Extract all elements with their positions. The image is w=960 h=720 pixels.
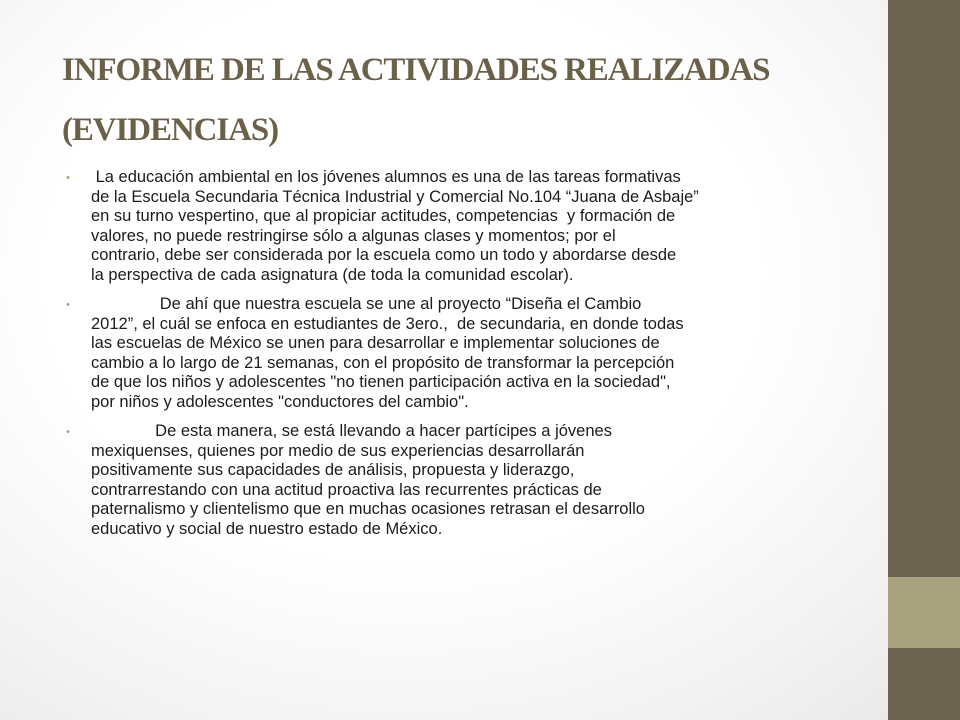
paragraph-line: 2012”, el cuál se enfoca en estudiantes de 3ero., de secundaria, en donde todas: [91, 314, 684, 333]
paragraph-line: la perspectiva de cada asignatura (de toda la comunidad escolar).: [91, 265, 574, 284]
paragraph-line: paternalismo y clientelismo que en muchas ocasiones retrasan el desarrollo: [91, 500, 645, 518]
paragraph-line: De esta manera, se está llevando a hacer partícipes a jóvenes: [91, 422, 612, 440]
slide-title-line: (EVIDENCIAS): [62, 112, 278, 148]
paragraph-line: contrario, debe ser considerada por la escuela como un todo y abordarse desde: [91, 246, 677, 264]
paragraph-line: contrarrestando con una actitud proactiva las recurrentes prácticas de: [91, 480, 602, 499]
side-band-bottom: [888, 648, 960, 720]
side-band-accent: [888, 577, 960, 648]
paragraph-line: por niños y adolescentes "conductores del cambio".: [91, 392, 469, 411]
paragraph-line: De ahí que nuestra escuela se une al proyecto “Diseña el Cambio: [91, 295, 642, 313]
paragraph-line: de que los niños y adolescentes "no tienen participación activa en la sociedad",: [91, 373, 671, 391]
paragraph-line: positivamente sus capacidades de análisis, propuesta y liderazgo,: [91, 461, 575, 479]
body-bullet-list: [60, 168, 860, 549]
side-band-top: [888, 0, 960, 577]
paragraph-line: las escuelas de México se unen para desarrollar e implementar soluciones de: [91, 334, 660, 352]
bullet-dot-icon: •: [66, 299, 70, 311]
bullet-item: [60, 295, 860, 412]
bullet-dot-icon: •: [66, 426, 70, 438]
paragraph-line: en su turno vespertino, que al propiciar actitudes, competencias y formación de: [91, 207, 676, 225]
bullet-item: [60, 168, 860, 285]
paragraph-line: cambio a lo largo de 21 semanas, con el propósito de transformar la percepción: [91, 353, 675, 372]
bullet-dot-icon: •: [66, 172, 70, 184]
paragraph-line: educativo y social de nuestro estado de México.: [91, 519, 443, 538]
paragraph-line: La educación ambiental en los jóvenes alumnos es una de las tareas formativas: [91, 168, 681, 186]
slide-title: [62, 40, 862, 160]
paragraph-line: mexiquenses, quienes por medio de sus experiencias desarrollarán: [91, 441, 585, 460]
slide-title-line: INFORME DE LAS ACTIVIDADES REALIZADAS: [62, 52, 770, 88]
paragraph-line: valores, no puede restringirse sólo a algunas clases y momentos; por el: [91, 226, 616, 245]
paragraph-line: de la Escuela Secundaria Técnica Industrial y Comercial No.104 “Juana de Asbaje”: [91, 187, 699, 206]
bullet-item: [60, 422, 860, 539]
